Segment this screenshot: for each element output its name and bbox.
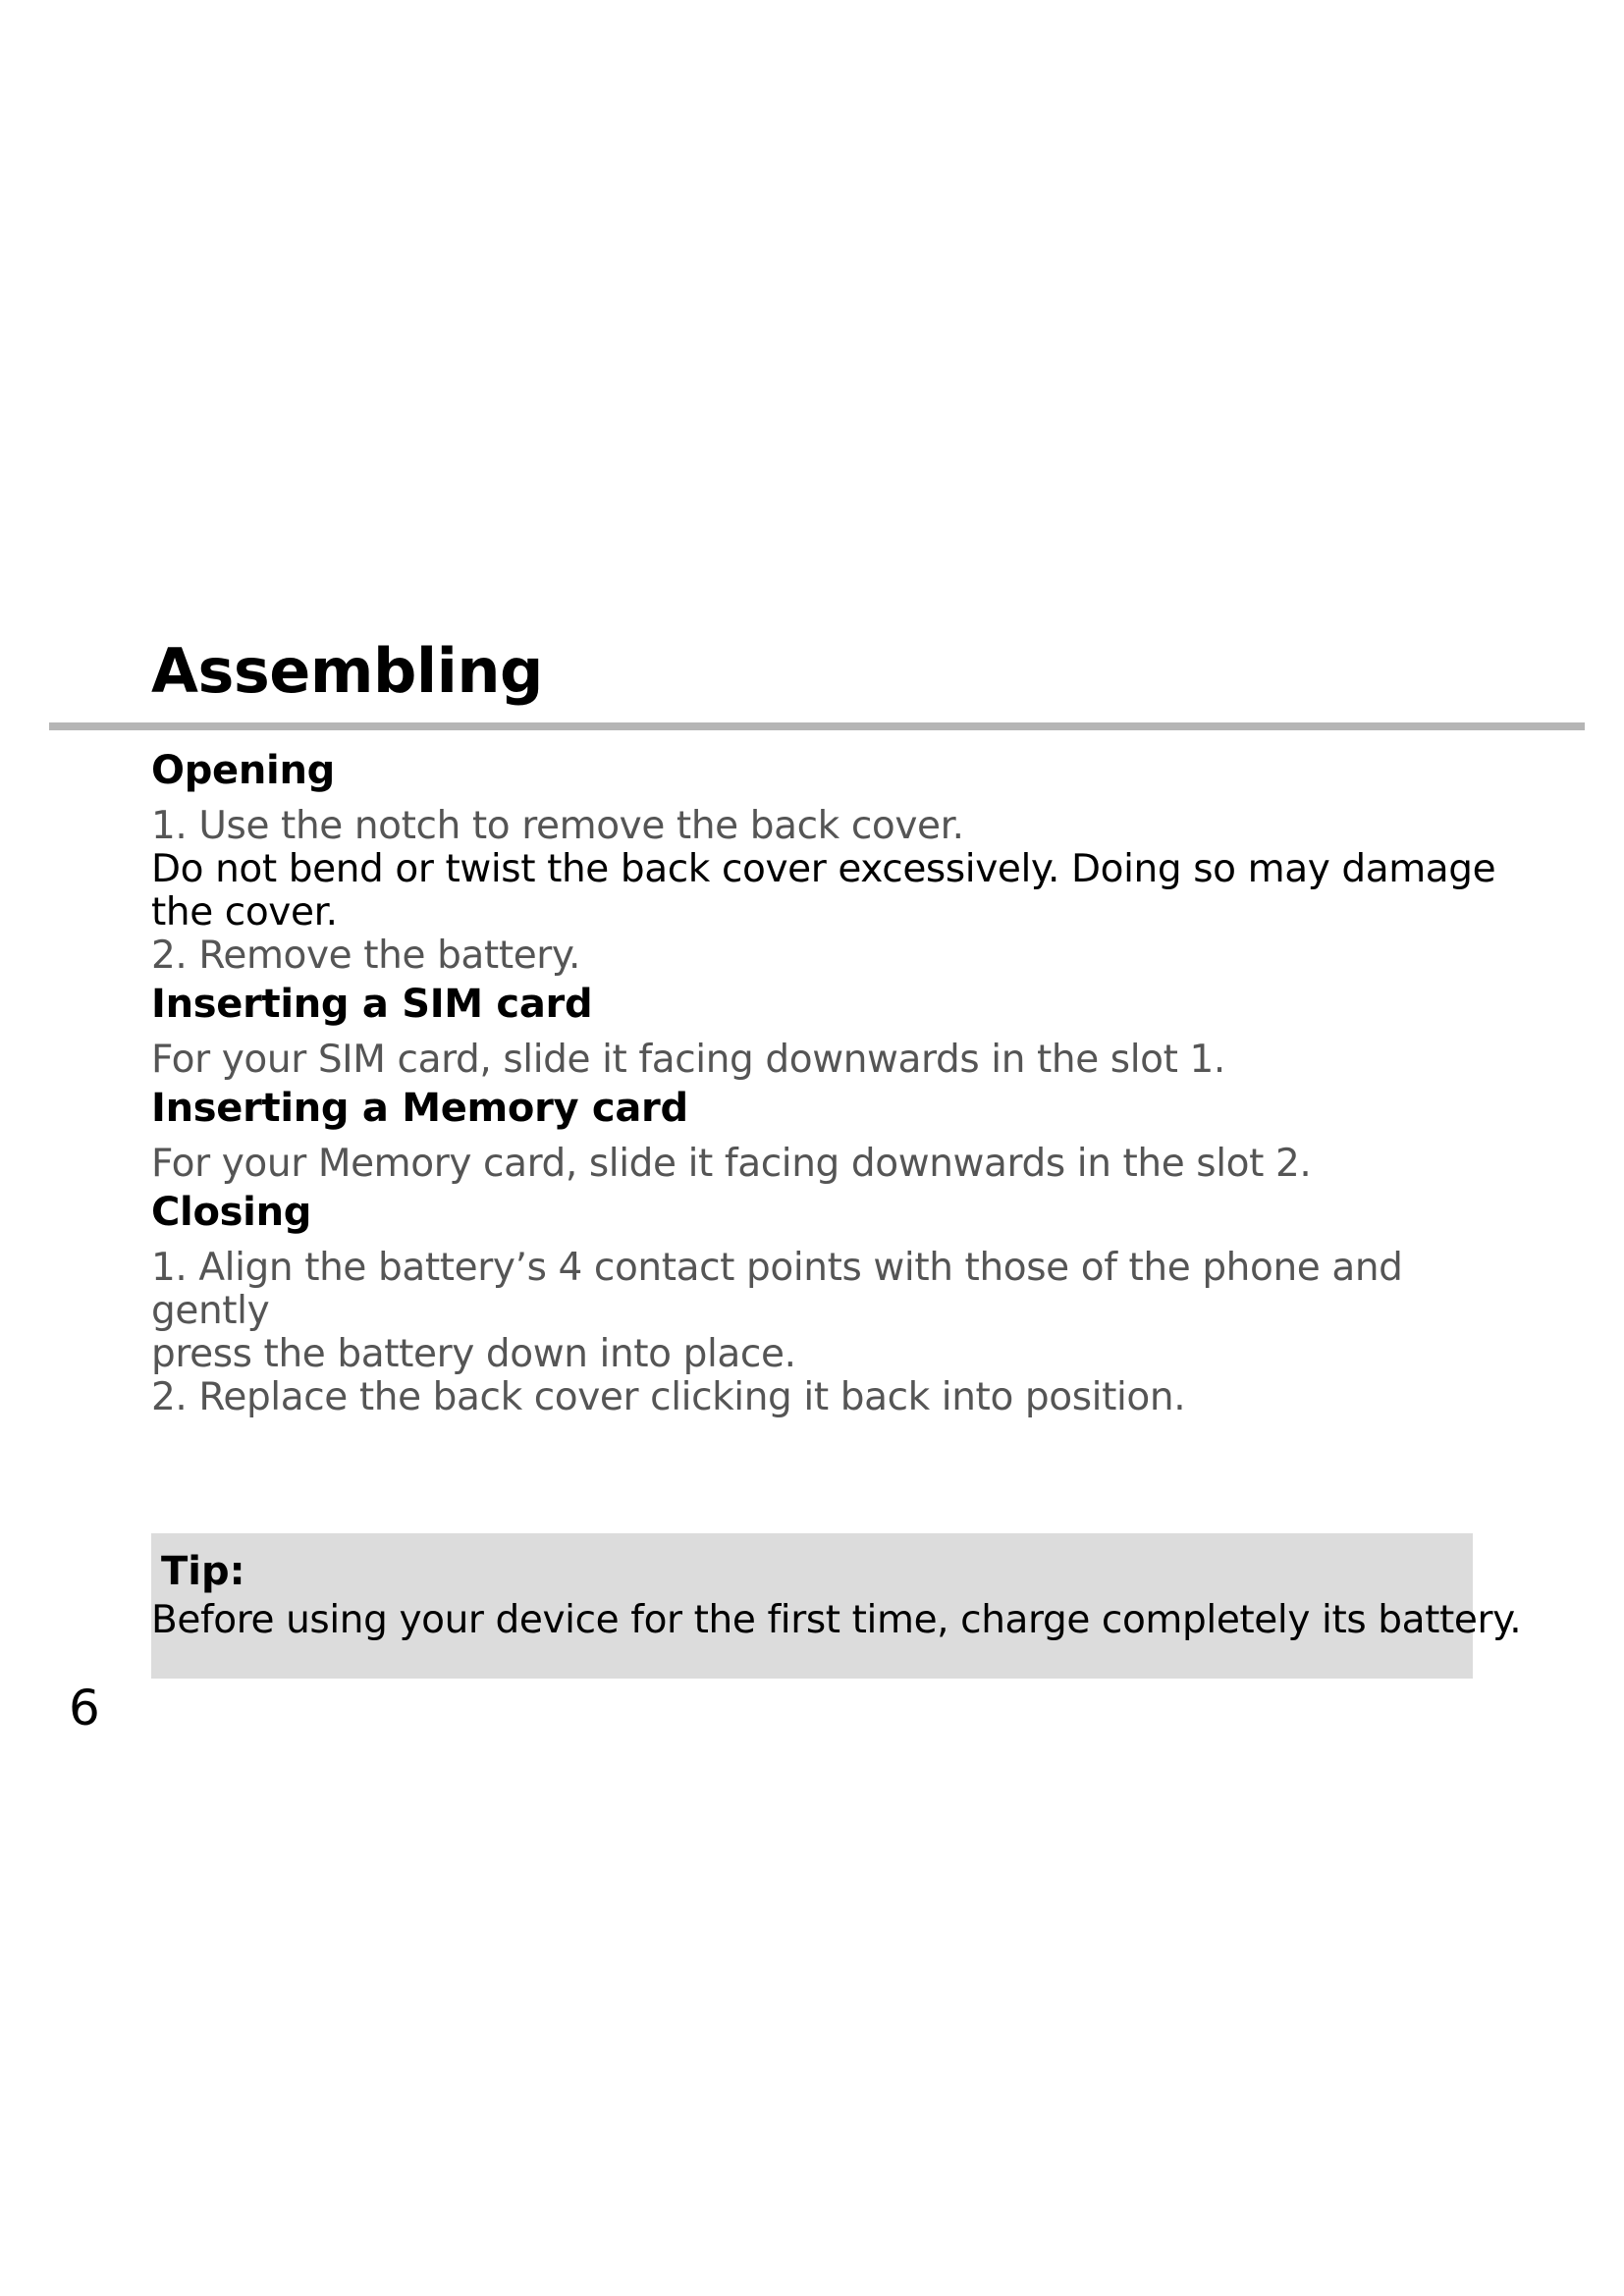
assembling-content (151, 744, 1526, 1419)
section-closing (151, 1186, 1526, 1419)
page-number: 6 (69, 1680, 100, 1736)
tip-text: Before using your device for the first time, charge completely its battery. (151, 1598, 1522, 1642)
tip-box (151, 1533, 1522, 1679)
opening-heading: Opening (151, 748, 335, 793)
section-opening (151, 744, 1526, 978)
sim-heading: Inserting a SIM card (151, 982, 593, 1027)
closing-step-1-line-2: press the battery down into place. (151, 1332, 796, 1376)
sim-text: For your SIM card, slide it facing downwards in the slot 1. (151, 1038, 1225, 1082)
closing-heading: Closing (151, 1190, 312, 1235)
opening-step-1: 1. Use the notch to remove the back cover. (151, 804, 964, 848)
title-divider (49, 722, 1585, 730)
memory-heading: Inserting a Memory card (151, 1086, 688, 1131)
memory-text: For your Memory card, slide it facing downwards in the slot 2. (151, 1142, 1312, 1186)
section-sim (151, 978, 1526, 1082)
closing-step-2: 2. Replace the back cover clicking it back into position. (151, 1375, 1186, 1419)
section-memory (151, 1082, 1526, 1186)
closing-step-1-line-1: 1. Align the battery’s 4 contact points with those of the phone and gently (151, 1246, 1403, 1333)
tip-label: Tip: (161, 1549, 245, 1594)
page-title: Assembling (151, 635, 543, 707)
opening-warning-line-1: Do not bend or twist the back cover excessively. Doing so may damage (151, 847, 1496, 891)
opening-step-2: 2. Remove the battery. (151, 934, 581, 978)
opening-warning-line-2: the cover. (151, 890, 338, 934)
